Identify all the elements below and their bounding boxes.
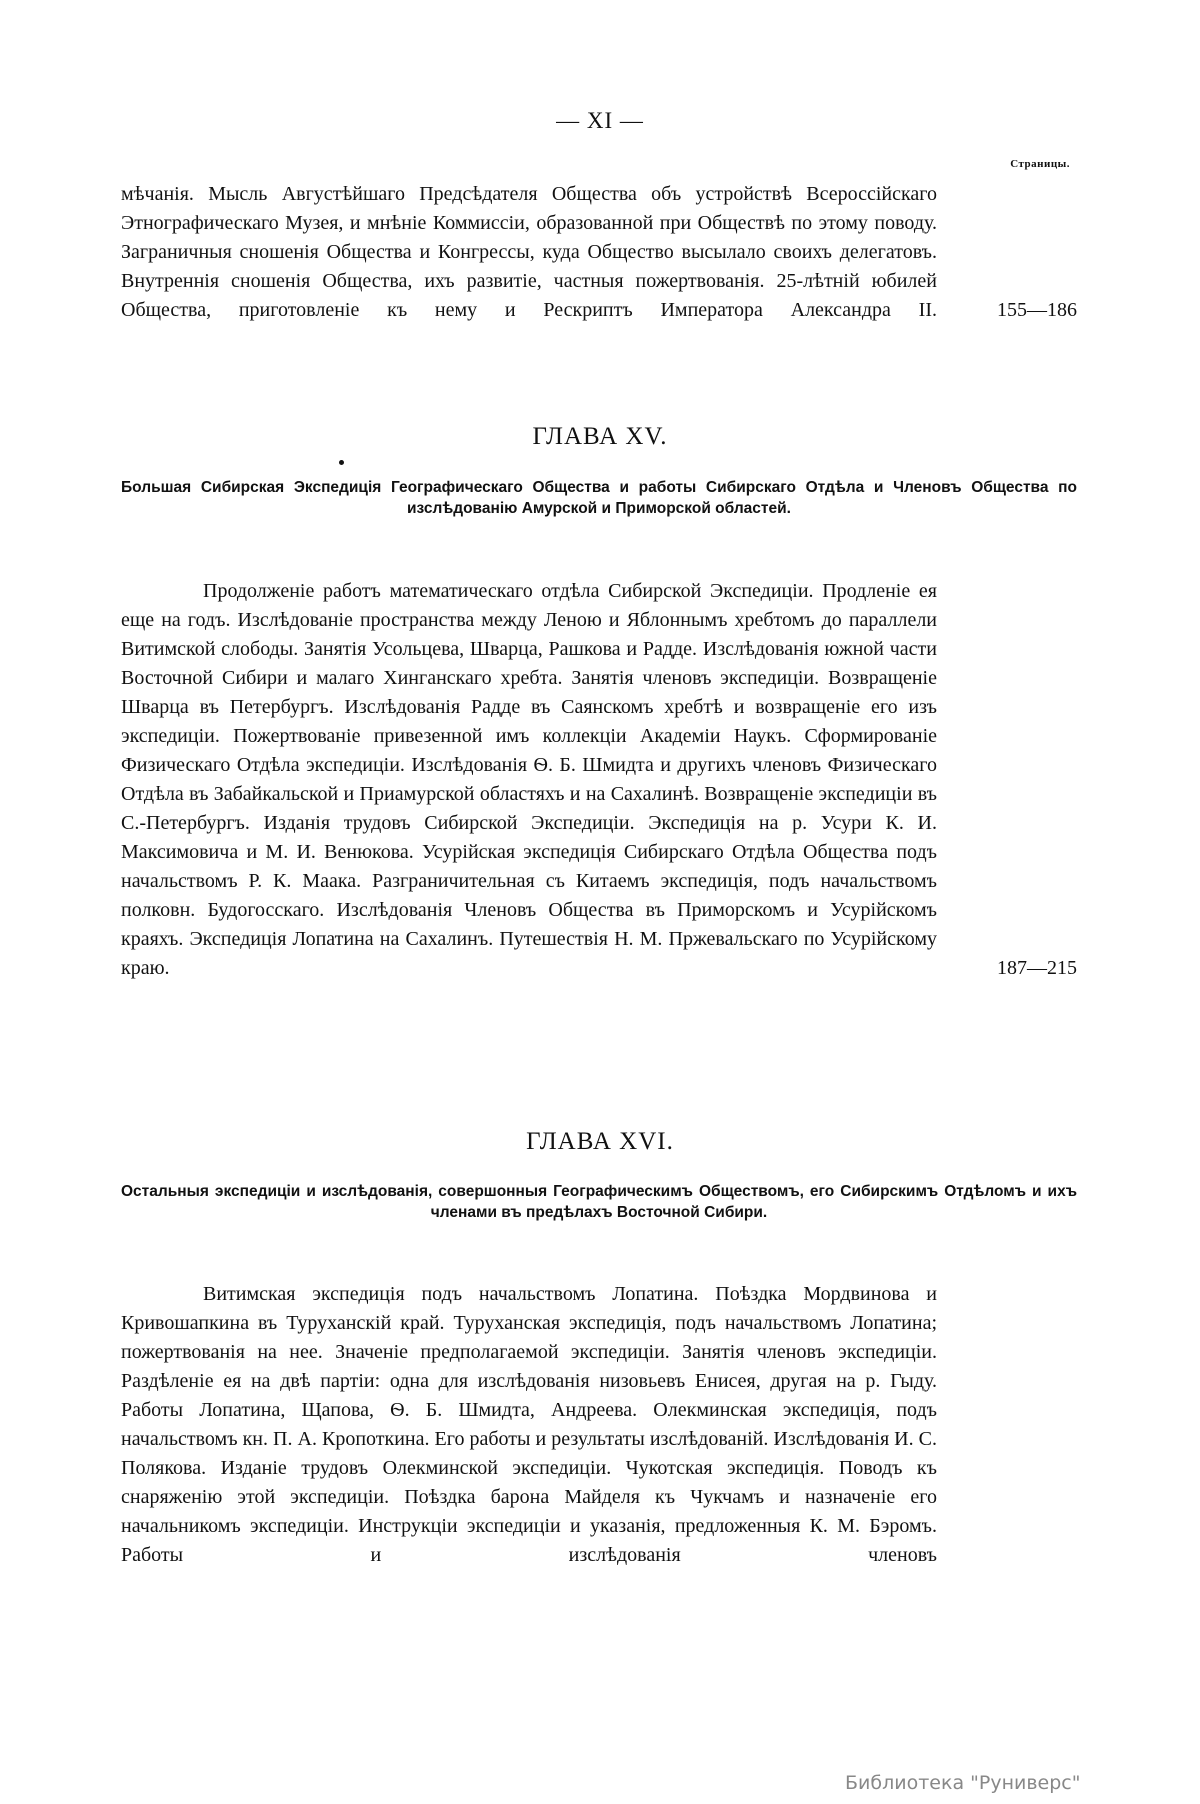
pages-column-label: Страницы. [1010,158,1070,170]
page-range: 155—186 [997,299,1077,321]
chapter-subtitle-xv: Большая Сибирская Экспедиція Географическаго Общества и работы Сибирскаго Отдѣла и Членовъ Общества по изслѣдованію Амурской и Приморской областей. [121,479,1077,517]
entry-text: Витимская экспедиція подъ начальствомъ Лопатина. Поѣздка Мордвинова и Кривошапкина въ Туруханскій край. Туруханская экспедиція, подъ начальствомъ Лопатина; пожертвованія на нее. Значеніе предполагаемой экспедиціи. Занятія членовъ экспедиціи. Раздѣленіе ея на двѣ партіи: одна для изслѣдованія низовьевъ Енисея, другая на р. Гыду. Работы Лопатина, Щапова, Ѳ. Б. Шмидта, Андреева. Олекминская экспедиція, подъ начальствомъ кн. П. А. Кропоткина. Его работы и результаты изслѣдованій. Изслѣдованія И. С. Полякова. Изданіе трудовъ Олекминской экспедиціи. Чукотская экспедиція. Поводъ къ снаряженію этой экспедиціи. Поѣздка барона Майделя къ Чукчамъ и назначеніе его начальникомъ экспедиціи. Инструкціи экспедиціи и указанія, предложенныя К. М. Бэромъ. Работы и изслѣдованія членовъ [121,1283,937,1566]
running-head: — XI — [556,108,644,133]
toc-entry-continuation [121,180,1077,325]
library-watermark: Библиотека "Руниверс" [845,1772,1081,1794]
entry-text: Продолженіе работъ математическаго отдѣла Сибирской Экспедиціи. Продленіе ея еще на годъ. Изслѣдованіе пространства между Леною и Яблоннымъ хребтомъ до параллели Витимской слободы. Занятія Усольцева, Шварца, Рашкова и Радде. Изслѣдованія южной части Восточной Сибири и малаго Хинганскаго хребта. Занятія членовъ экспедиціи. Возвращеніе Шварца въ Петербургъ. Изслѣдованія Радде въ Саянскомъ хребтѣ и возвращеніе его изъ экспедиціи. Пожертвованіе привезенной имъ коллекціи Академіи Наукъ. Сформированіе Физическаго Отдѣла экспедиціи. Изслѣдованія Ѳ. Б. Шмидта и другихъ членовъ Физическаго Отдѣла въ Забайкальской и Приамурской областяхъ и на Сахалинѣ. Возвращеніе экспедиціи въ С.-Петербургъ. Изданія трудовъ Сибирской Экспедиціи. Экспедиція на р. Усури К. И. Максимовича и М. И. Венюкова. Усурійская экспедиція Сибирскаго Отдѣла Общества подъ начальствомъ Р. К. Маака. Разграничительная съ Китаемъ экспедиція, подъ начальствомъ полковн. Будогосскаго. Изслѣдованія Членовъ Общества въ Приморскомъ и Усурійскомъ краяхъ. Экспедиція Лопатина на Сахалинъ. Путешествія Н. М. Пржевальскаго по Усурійскому краю. [121,580,937,979]
chapter-title-xv: ГЛАВА XV. [532,423,668,450]
entry-text: мѣчанія. Мысль Августѣйшаго Предсѣдателя Общества объ устройствѣ Всероссійскаго Этнографическаго Музея, и мнѣніе Коммиссіи, образованной при Обществѣ по этому поводу. Заграничныя сношенія Общества и Конгрессы, куда Общество высылало своихъ делегатовъ. Внутреннія сношенія Общества, ихъ развитіе, частныя пожертвованія. 25-лѣтній юбилей Общества, приготовленіе къ нему и Рескриптъ Императора Александра II. [121,183,937,321]
printed-dot [339,460,344,465]
chapter-title-xvi: ГЛАВА XVI. [526,1128,674,1155]
chapter-subtitle-xvi: Остальныя экспедиціи и изслѣдованія, совершонныя Географическимъ Обществомъ, его Сибирскимъ Отдѣломъ и ихъ членами въ предѣлахъ Восточной Сибири. [121,1183,1077,1221]
toc-entry-chapter-xvi [121,1280,1077,1570]
toc-entry-chapter-xv [121,577,1077,983]
page-range: 187—215 [997,957,1077,979]
